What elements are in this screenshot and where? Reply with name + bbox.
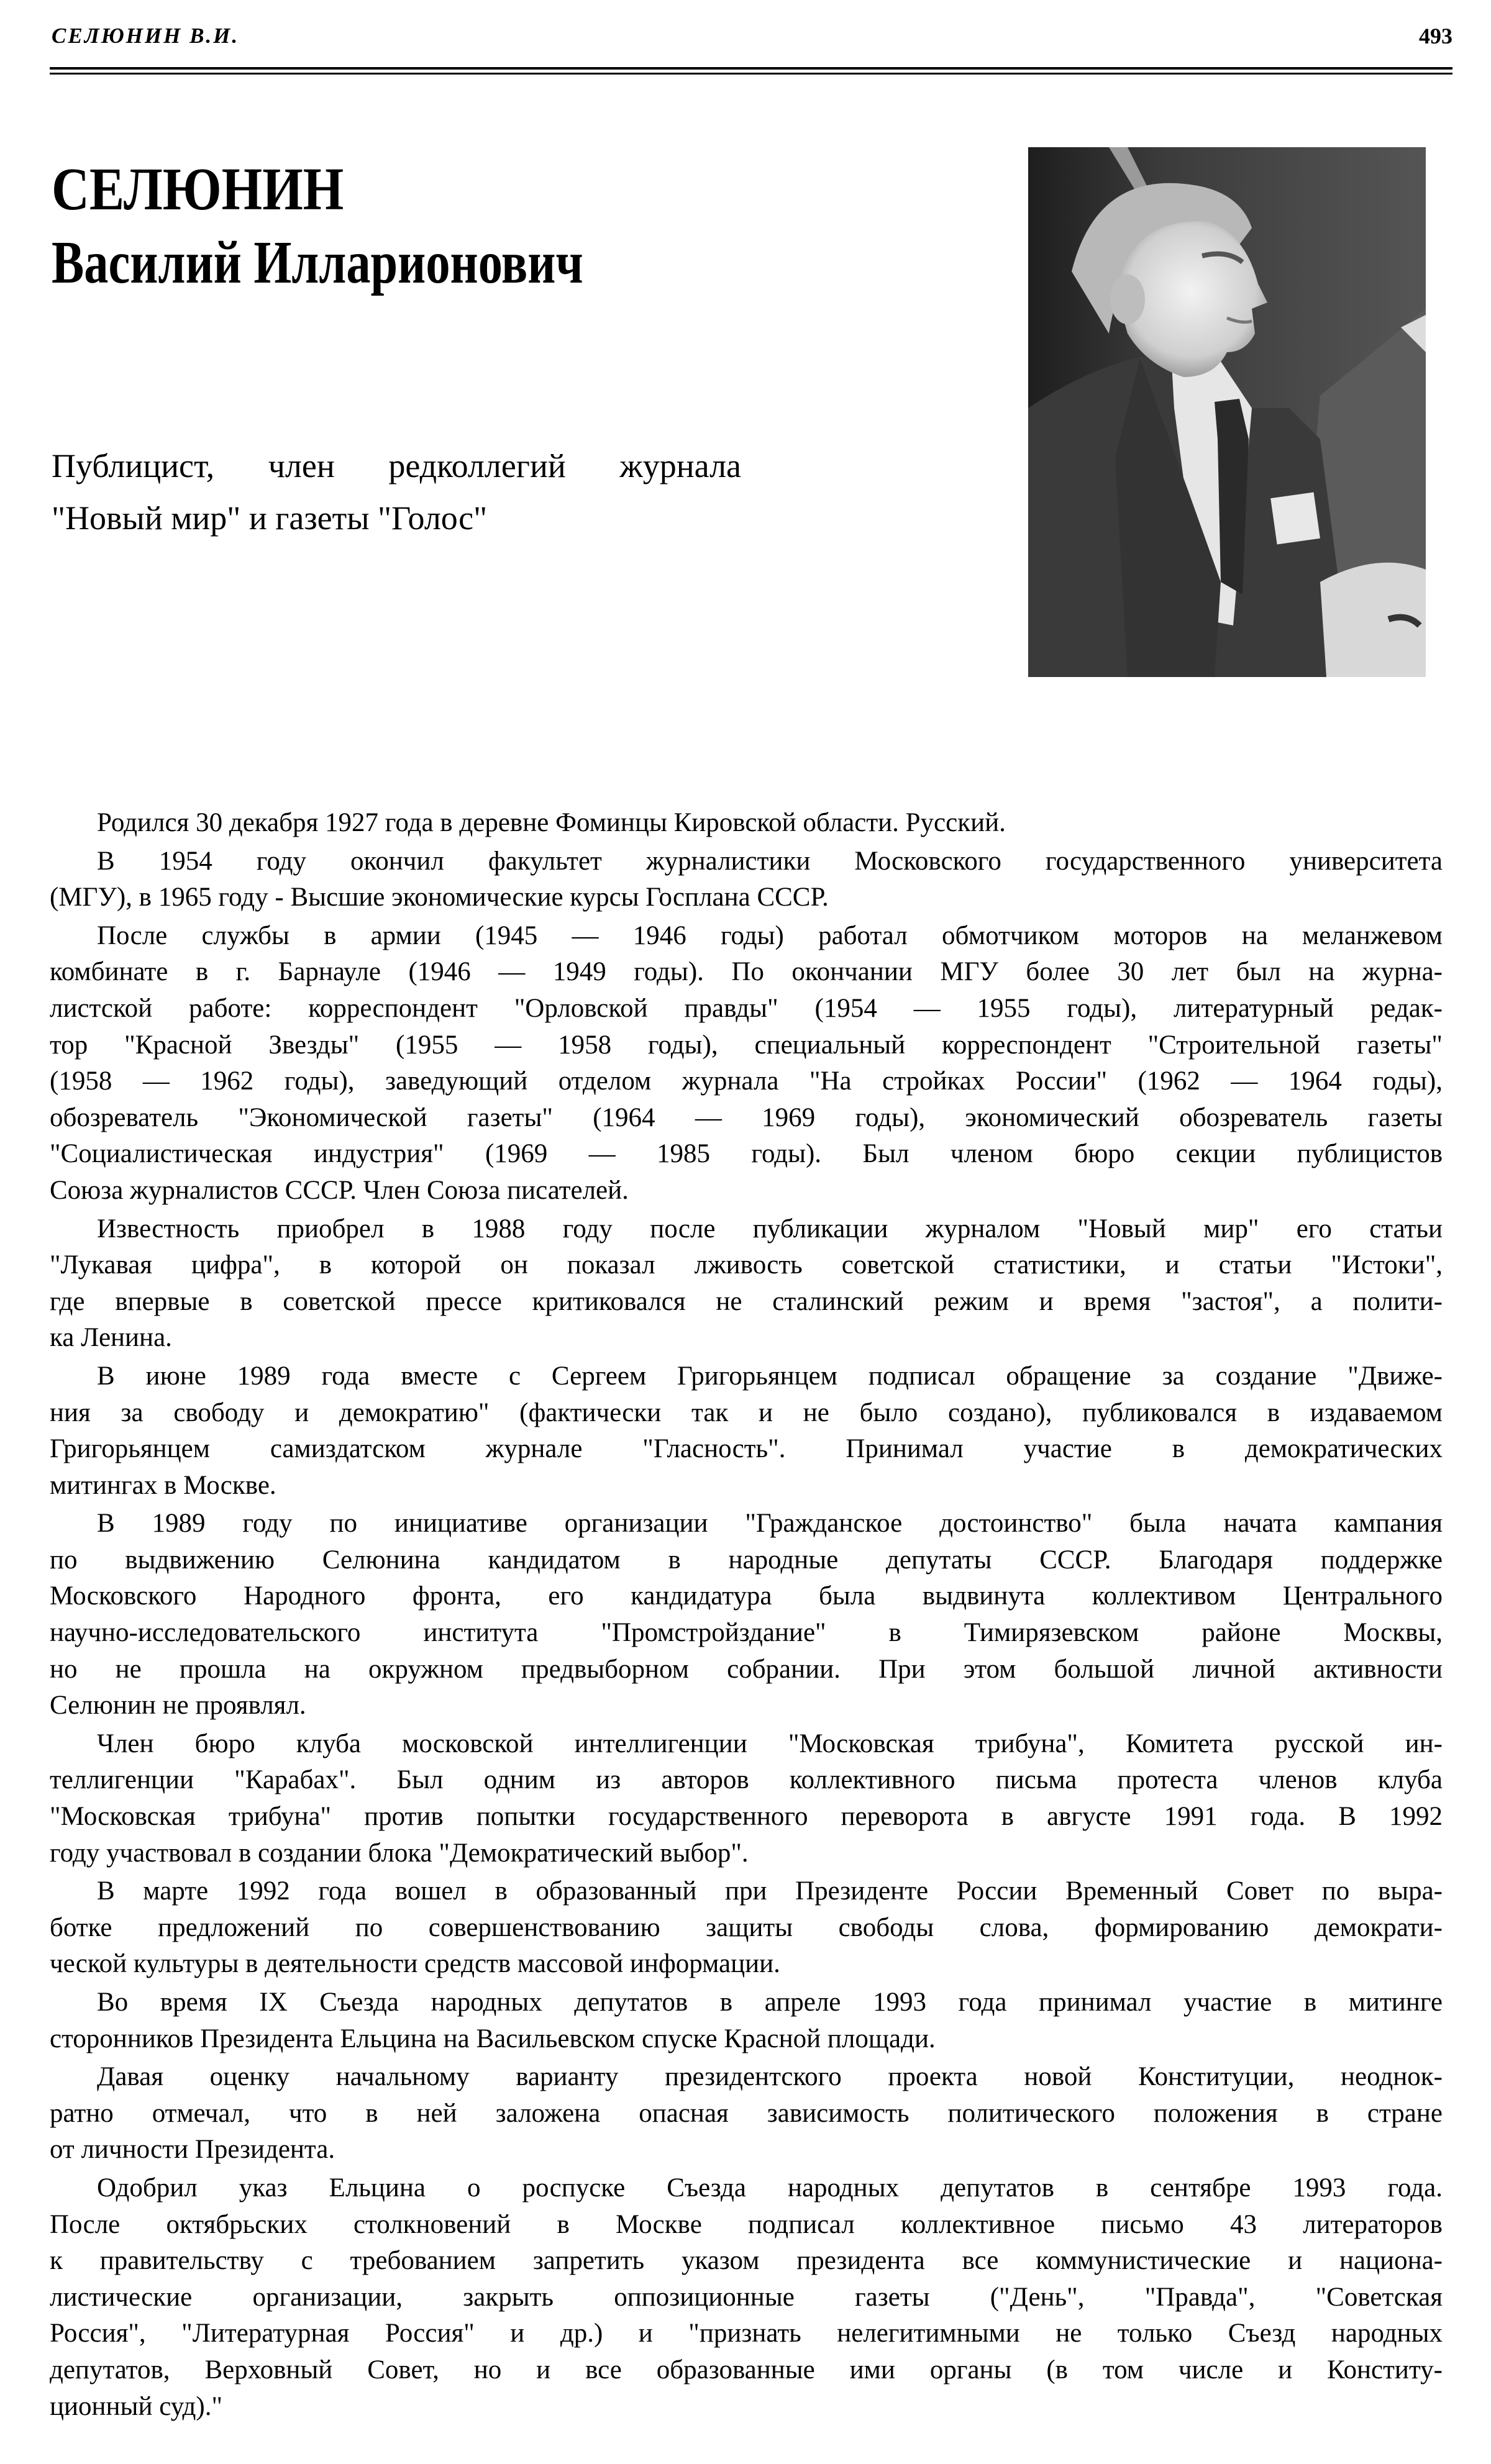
text-line: (1958 — 1962 годы), заведующий отделом журнала "На стройках России" (1962 — 1964 годы), [50,1066,1443,1096]
text-line: депутатов, Верховный Совет, но и все образованные ими органы (в том числе и Конститу- [50,2355,1443,2384]
text-line: году участвовал в создании блока "Демократический выбор". [50,1838,749,1868]
paragraph-birth [50,805,1443,842]
surname-heading: СЕЛЮНИН [52,156,344,223]
paragraph-1989-campaign [50,1506,1443,1724]
text-line: "Московская трибуна" против попытки государственного переворота в августе 1991 года. В 1992 [50,1802,1443,1832]
text-line: В 1954 году окончил факультет журналистики Московского государственного университета [97,846,1443,876]
text-line: "Лукавая цифра", в которой он показал лживость советской статистики, и статьи "Истоки", [50,1250,1443,1280]
text-line: Московского Народного фронта, его кандидатура была выдвинута коллективом Центрального [50,1581,1443,1611]
text-line: теллигенции "Карабах". Был одним из авторов коллективного письма протеста членов клуба [50,1765,1443,1795]
text-line: где впервые в советской прессе критиковался не сталинский режим и время "застоя", а полити- [50,1286,1443,1316]
text-line: тор "Красной Звезды" (1955 — 1958 годы), специальный корреспондент "Строительной газеты" [50,1030,1443,1060]
subtitle [52,440,741,544]
header-rule-bottom [50,73,1452,75]
text-line: но не прошла на окружном предвыборном собрании. При этом большой личной активности [50,1654,1443,1684]
paragraph-1989-june [50,1358,1443,1504]
text-line: от личности Президента. [50,2135,335,2165]
paragraph-career [50,918,1443,1209]
text-line: ческой культуры в деятельности средств массовой информации. [50,1949,780,1979]
title-block [52,155,716,297]
text-line: к правительству с требованием запретить указом президента все коммунистические и национа- [50,2246,1443,2276]
paragraph-fame [50,1211,1443,1357]
paragraph-1993-september [50,2170,1443,2425]
text-line: митингах в Москве. [50,1470,276,1500]
text-line: сторонников Президента Ельцина на Васильевском спуске Красной площади. [50,2024,936,2053]
text-line: "Социалистическая индустрия" (1969 — 1985 годы). Был членом бюро секции публицистов [50,1139,1443,1169]
text-line: ратно отмечал, что в ней заложена опасная зависимость политического положения в стране [50,2098,1443,2128]
text-line: научно-исследовательского института "Промстройздание" в Тимирязевском районе Москвы, [50,1618,1443,1648]
text-line: обозреватель "Экономической газеты" (1964 — 1969 годы), экономический обозреватель газеты [50,1102,1443,1132]
text-line: листические организации, закрыть оппозиционные газеты ("День", "Правда", "Советская [50,2282,1443,2312]
text-line: ния за свободу и демократию" (фактически так и не было создано), публиковался в издаваемом [50,1398,1443,1427]
paragraph-club [50,1726,1443,1871]
paragraph-1993-april [50,1984,1443,2057]
paragraph-1992 [50,1873,1443,1983]
portrait-image [1028,147,1426,677]
text-line: ка Ленина. [50,1323,172,1353]
text-line: комбинате в г. Барнауле (1946 — 1949 годы). По окончании МГУ более 30 лет был на журна- [50,957,1443,987]
text-line: по выдвижению Селюнина кандидатом в народные депутаты СССР. Благодаря поддержке [50,1545,1443,1575]
text-line: В июне 1989 года вместе с Сергеем Григорьянцем подписал обращение за создание "Движе- [97,1361,1443,1391]
biography-text [50,805,1443,2425]
text-line: После октябрьских столкновений в Москве подписал коллективное письмо 43 литераторов [50,2209,1443,2239]
text-line: Во время IX Съезда народных депутатов в апреле 1993 года принимал участие в митинге [97,1988,1443,2017]
text-line: Родился 30 декабря 1927 года в деревне Фоминцы Кировской области. Русский. [97,808,1006,837]
subtitle-line: Публицист, член редколлегий журнала [52,447,741,484]
text-line: В марте 1992 года вошел в образованный при Президенте России Временный Совет по выра- [97,1876,1443,1906]
text-line: листской работе: корреспондент "Орловской правды" (1954 — 1955 годы), литературный редак- [50,993,1443,1023]
text-line: ционный суд)." [50,2391,223,2421]
portrait-photo [1028,147,1426,677]
paragraph-constitution [50,2059,1443,2168]
text-line: Одобрил указ Ельцина о роспуске Съезда народных депутатов в сентябре 1993 года. [97,2173,1443,2203]
text-line: Россия", "Литературная Россия" и др.) и "признать нелегитимными не только Съезд народных [50,2319,1443,2348]
text-line: После службы в армии (1945 — 1946 годы) работал обмотчиком моторов на меланжевом [97,921,1443,950]
text-line: Член бюро клуба московской интеллигенции "Московская трибуна", Комитета русской ин- [97,1729,1443,1758]
text-line: Известность приобрел в 1988 году после публикации журналом "Новый мир" его статьи [97,1214,1443,1243]
page-number: 493 [1419,24,1452,48]
text-line: Григорьянцем самиздатском журнале "Гласность". Принимал участие в демократических [50,1434,1443,1464]
given-names-heading: Василий Илларионович [52,229,583,296]
text-line: Селюнин не проявлял. [50,1691,306,1721]
text-line: Союза журналистов СССР. Член Союза писателей. [50,1175,629,1205]
running-head: СЕЛЮНИН В.И. [52,24,240,48]
text-line: Давая оценку начальному варианту президентского проекта новой Конституции, неоднок- [97,2062,1443,2092]
header-rule-top [50,67,1452,70]
subtitle-line: "Новый мир" и газеты "Голос" [52,499,488,537]
text-line: В 1989 году по инициативе организации "Гражданское достоинство" была начата кампания [97,1509,1443,1539]
text-line: ботке предложений по совершенствованию защиты свободы слова, формированию демократи- [50,1912,1443,1942]
paragraph-education [50,843,1443,916]
text-line: (МГУ), в 1965 году - Высшие экономические курсы Госплана СССР. [50,883,829,912]
